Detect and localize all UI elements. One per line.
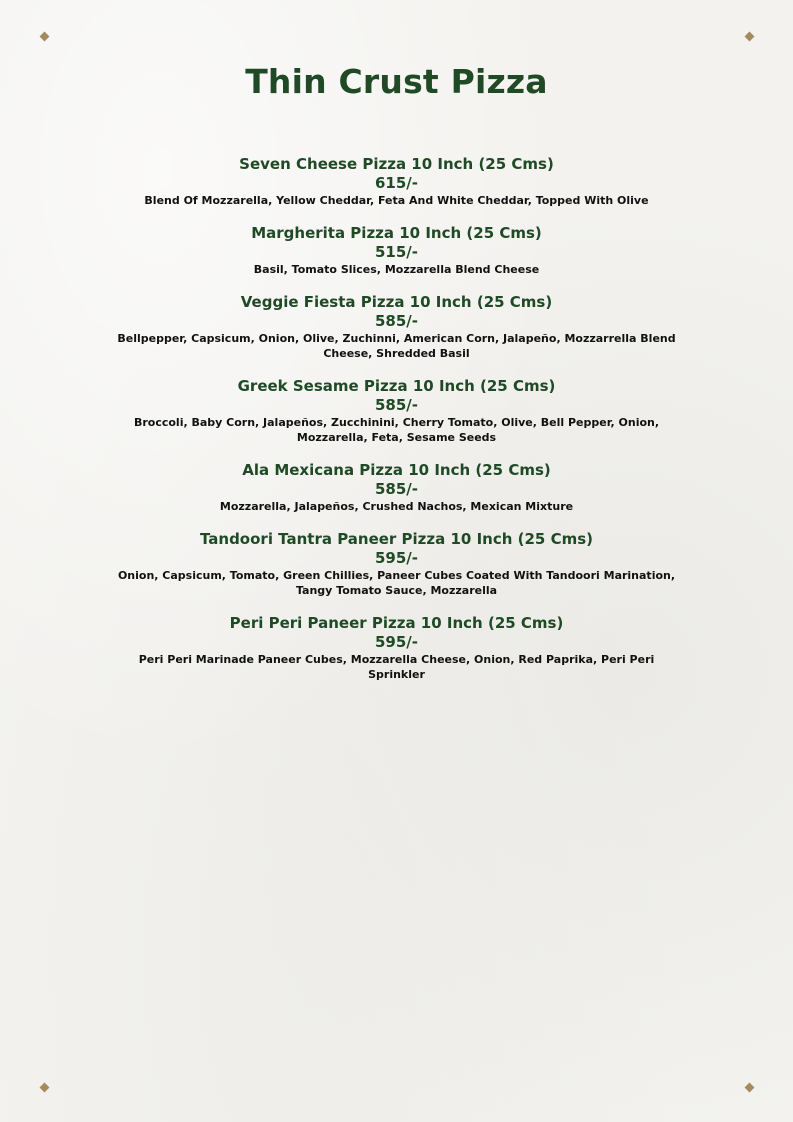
menu-item	[110, 223, 683, 277]
menu-item	[110, 292, 683, 361]
corner-diamond-icon	[40, 1083, 50, 1093]
menu-item	[110, 529, 683, 598]
corner-diamond-icon	[745, 32, 755, 42]
corner-diamond-icon	[745, 1083, 755, 1093]
menu-item	[110, 613, 683, 682]
item-description: Basil, Tomato Slices, Mozzarella Blend Cheese	[253, 263, 540, 276]
item-price: 595/-	[374, 633, 418, 651]
menu-item	[110, 376, 683, 445]
page-title: Thin Crust Pizza	[245, 62, 548, 101]
item-name: Margherita Pizza 10 Inch (25 Cms)	[251, 224, 542, 242]
menu-list	[110, 154, 683, 697]
item-price: 595/-	[374, 549, 418, 567]
item-name: Veggie Fiesta Pizza 10 Inch (25 Cms)	[240, 293, 553, 311]
item-price: 585/-	[374, 396, 418, 414]
item-description: Onion, Capsicum, Tomato, Green Chillies, Paneer Cubes Coated With Tandoori Marination, Tangy Tomato Sauce, Mozzarella	[117, 569, 676, 597]
item-name: Ala Mexicana Pizza 10 Inch (25 Cms)	[242, 461, 551, 479]
menu-item	[110, 154, 683, 208]
item-name: Greek Sesame Pizza 10 Inch (25 Cms)	[237, 377, 556, 395]
corner-diamond-icon	[40, 32, 50, 42]
item-name: Tandoori Tantra Paneer Pizza 10 Inch (25 Cms)	[199, 530, 594, 548]
item-price: 585/-	[374, 312, 418, 330]
menu-item	[110, 460, 683, 514]
item-description: Bellpepper, Capsicum, Onion, Olive, Zuchinni, American Corn, Jalapeño, Mozzarrella Blend Cheese, Shredded Basil	[117, 332, 676, 360]
item-name: Peri Peri Paneer Pizza 10 Inch (25 Cms)	[229, 614, 564, 632]
item-price: 515/-	[374, 243, 418, 261]
item-price: 585/-	[374, 480, 418, 498]
item-name: Seven Cheese Pizza 10 Inch (25 Cms)	[239, 155, 554, 173]
item-description: Mozzarella, Jalapeños, Crushed Nachos, Mexican Mixture	[219, 500, 574, 513]
item-description: Broccoli, Baby Corn, Jalapeños, Zucchinini, Cherry Tomato, Olive, Bell Pepper, Onion, Mozzarella, Feta, Sesame Seeds	[133, 416, 660, 444]
item-price: 615/-	[374, 174, 418, 192]
item-description: Peri Peri Marinade Paneer Cubes, Mozzarella Cheese, Onion, Red Paprika, Peri Peri Sprinkler	[138, 653, 655, 681]
item-description: Blend Of Mozzarella, Yellow Cheddar, Feta And White Cheddar, Topped With Olive	[144, 194, 649, 207]
